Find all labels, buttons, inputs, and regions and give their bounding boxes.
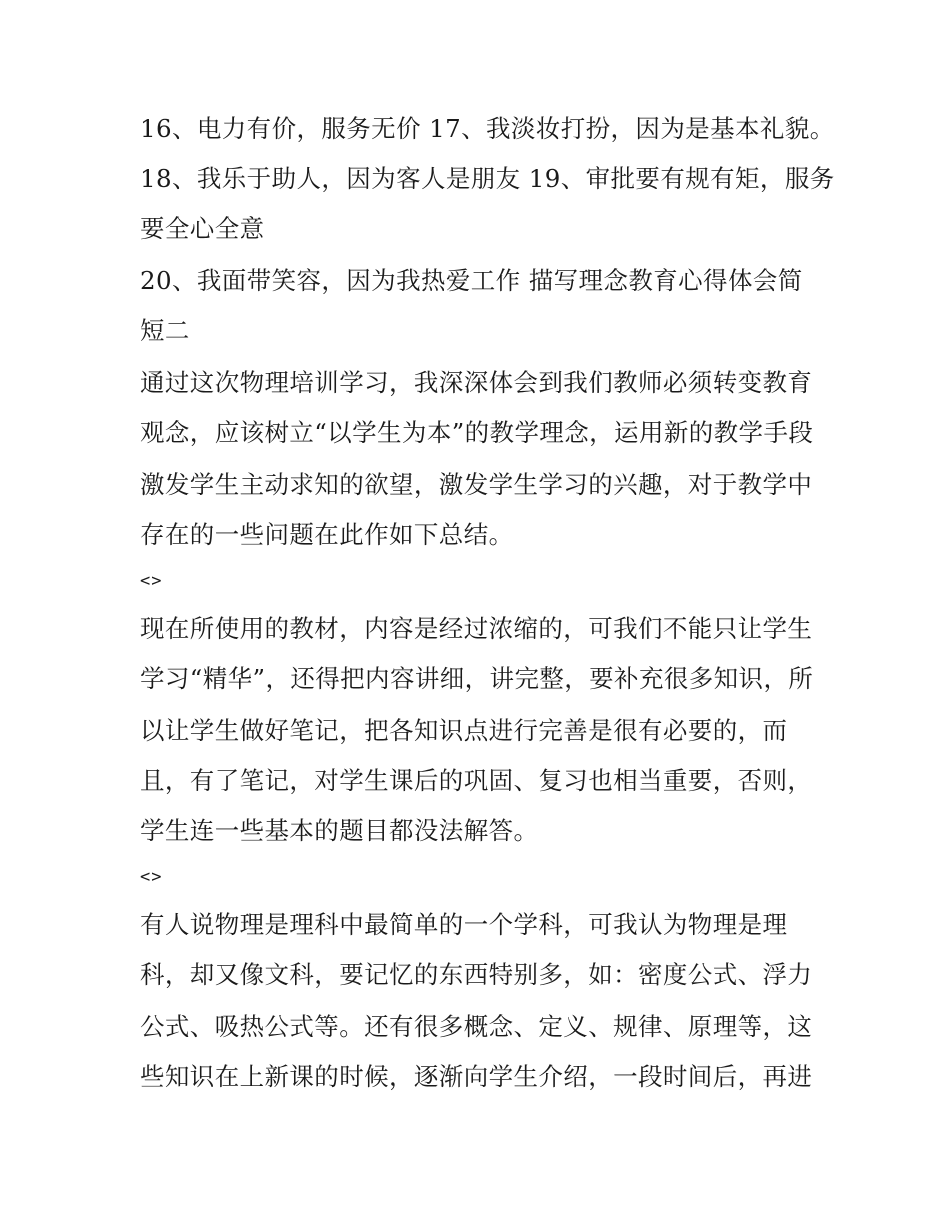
separator-mark: <> — [140, 571, 163, 591]
text-line: 观念，应该树立“以学生为本”的教学理念，运用新的教学手段 — [140, 418, 814, 447]
text-line: 存在的一些问题在此作如下总结。 — [140, 520, 514, 549]
text-line: 激发学生主动求知的欲望，激发学生学习的兴趣，对于教学中 — [140, 470, 813, 499]
separator-mark: <> — [140, 867, 163, 887]
text-line: 以让学生做好笔记，把各知识点进行完善是很有必要的，而 — [140, 716, 788, 745]
text-line: 16、电力有价，服务无价 17、我淡妆打扮，因为是基本礼貌。 — [140, 114, 835, 143]
text-line: 有人说物理是理科中最简单的一个学科，可我认为物理是理 — [140, 910, 788, 939]
text-line: 18、我乐于助人，因为客人是朋友 19、审批要有规有矩，服务 — [140, 164, 835, 193]
text-line: 现在所使用的教材，内容是经过浓缩的，可我们不能只让学生 — [140, 614, 813, 643]
text-line: 些知识在上新课的时候，逐渐向学生介绍，一段时间后，再进 — [140, 1062, 813, 1091]
text-line: 学习“精华”，还得把内容讲细，讲完整，要补充很多知识，所 — [140, 664, 814, 693]
text-line: 通过这次物理培训学习，我深深体会到我们教师必须转变教育 — [140, 368, 813, 397]
text-line: 科，却又像文科，要记忆的东西特别多，如：密度公式、浮力 — [140, 960, 813, 989]
text-line: 要全心全意 — [140, 214, 265, 243]
text-line: 短二 — [140, 316, 190, 345]
text-line: 学生连一些基本的题目都没法解答。 — [140, 816, 539, 845]
text-line: 20、我面带笑容，因为我热爱工作 描写理念教育心得体会简 — [140, 266, 803, 295]
text-line: 公式、吸热公式等。还有很多概念、定义、规律、原理等，这 — [140, 1012, 813, 1041]
text-line: 且，有了笔记，对学生课后的巩固、复习也相当重要，否则， — [140, 766, 813, 795]
